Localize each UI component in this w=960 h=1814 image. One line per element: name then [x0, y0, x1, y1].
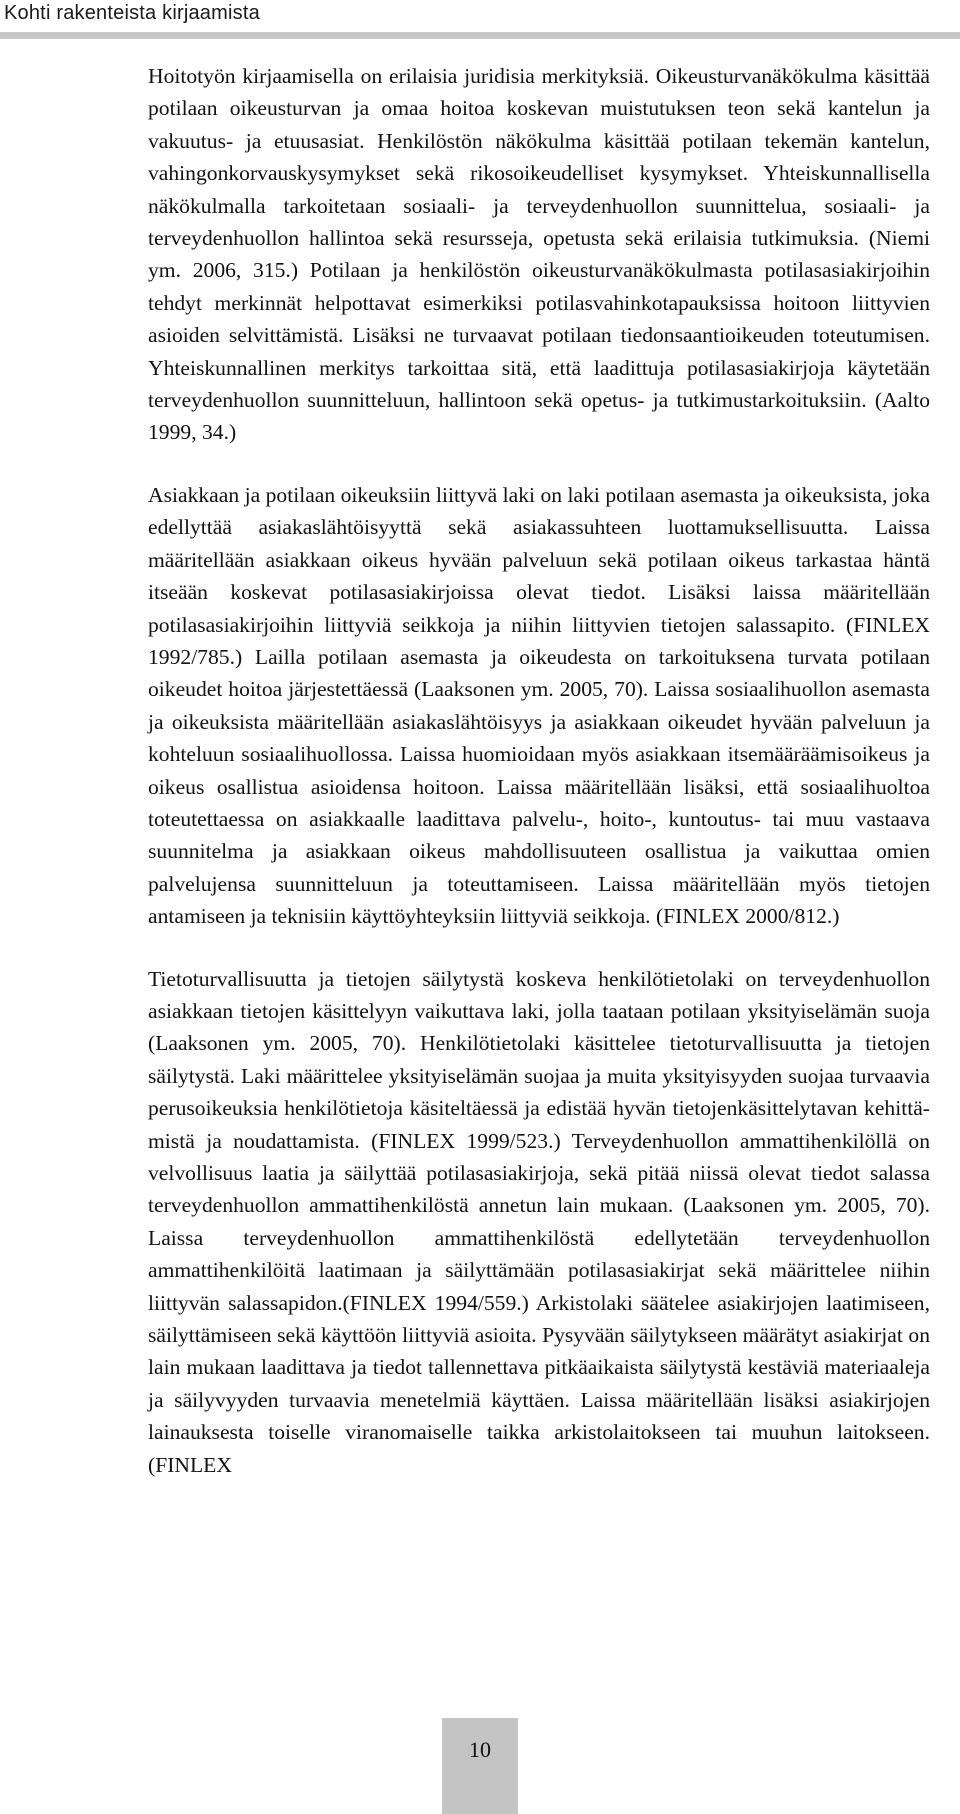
document-running-title: Kohti rakenteista kirjaamista — [4, 2, 260, 24]
running-header — [0, 0, 960, 30]
paragraph-legal-significance: Hoitotyön kirjaamisella on erilaisia juridisia merkityksiä. Oikeusturvanäkökulma käsittää potilaan oikeusturvan ja omaa hoitoa koskevan muistutuksen teon sekä kantelun ja vakuutus- ja etuusasiat. Henkilöstön näkökulma käsittää potilaan tekemän kantelun, vahingonkorvauskysymykset sekä rikosoikeudelliset kysymykset. Yhteiskunnallisella näkökulmalla tarkoitetaan sosiaali- ja terveydenhuollon suunnittelua, sosiaali- ja terveydenhuollon hallintoa sekä resursseja, opetusta sekä erilaisia tutkimuksia. (Niemi ym. 2006, 315.) Potilaan ja henkilöstön oikeusturvanäkökulmasta potilasasiakirjoihin tehdyt merkinnät helpottavat esimerkiksi potilasvahinkotapauksissa hoitoon liittyvien asioiden selvittämistä. Lisäksi ne turvaavat potilaan tiedonsaantioikeuden toteutumisen. Yhteiskunnallinen merkitys tarkoittaa sitä, että laadittuja potilasasiakirjoja käytetään terveydenhuollon suunnitteluun, hallintoon sekä opetus- ja tutkimustarkoituksiin. (Aalto 1999, 34.) — [148, 64, 930, 445]
paragraph-data-protection-law: Tietoturvallisuutta ja tietojen säilytystä koskeva henkilötietolaki on terveydenhuollon asiakkaan tietojen käsittelyyn vaikuttava laki, jolla taataan potilaan yksityiselämän suoja (Laaksonen ym. 2005, 70). Henkilötietolaki käsittelee tietoturvallisuutta ja tietojen säilytystä. Laki määrittelee yksityiselämän suojaa ja muita yksityisyyden suojaa turvaavia perusoikeuksia henkilötietoja käsiteltäessä ja edistää hyvän tietojenkäsittelytavan kehittämistä ja noudattamista. (FINLEX 1999/523.) Terveydenhuollon ammattihenkilöllä on velvollisuus laatia ja säilyttää potilasasiakirjoja, sekä pitää niissä olevat tiedot salassa terveydenhuollon ammattihenkilöstä annetun lain mukaan. (Laaksonen ym. 2005, 70). Laissa terveydenhuollon ammattihenkilöstä edellytetään terveydenhuollon ammattihenkilöitä laatimaan ja säilyttämään potilasasiakirjat sekä määrittelee niihin liittyvän salassapidon.(FINLEX 1994/559.) Arkistolaki säätelee asiakirjojen laatimiseen, säilyttämiseen sekä käyttöön liittyviä asioita. Pysyvään säilytykseen määrätyt asiakirjat on lain mukaan laadittava ja tiedot tallennettava pitkäaikaista säilytystä kestäviä materiaaleja ja säilyvyyden turvaavia menetelmiä käyttäen. Laissa määritellään lisäksi asiakirjojen lainauksesta toiselle viranomaiselle taikka arkistolaitokseen tai muuhun laitokseen. (FINLEX — [148, 966, 930, 1477]
page-body — [148, 60, 930, 1481]
page-number: 10 — [469, 1737, 491, 1762]
header-rule — [0, 32, 960, 39]
page-number-tab — [442, 1718, 518, 1814]
paragraph-patient-rights-law: Asiakkaan ja potilaan oikeuksiin liittyvä laki on laki potilaan asemasta ja oikeuksista, joka edellyttää asiakaslähtöisyyttä sekä asiakassuhteen luottamuksellisuutta. Laissa määritellään asiakkaan oikeus hyvään palveluun sekä potilaan oikeus tarkastaa häntä itseään koskevat potilasasiakirjoissa olevat tiedot. Lisäksi laissa määritellään potilasasiakirjoihin liittyviä seikkoja ja niihin liittyvien tietojen salassapito. (FINLEX 1992/785.) Lailla potilaan asemasta ja oikeudesta on tarkoituksena turvata potilaan oikeudet hoitoa järjestettäessä (Laaksonen ym. 2005, 70). Laissa sosiaalihuollon asemasta ja oikeuksista määritellään asiakaslähtöisyys ja asiakkaan oikeudet hyvään palveluun ja kohteluun sosiaalihuollossa. Laissa huomioidaan myös asiakkaan itsemääräämisoikeus ja oikeus osallistua asioidensa hoitoon. Laissa määritellään lisäksi, että sosiaalihuoltoa toteutettaessa on asiakkaalle laadittava palvelu-, hoito-, kuntoutus- tai muu vastaava suunnitelma ja asiakkaan oikeus mahdollisuuteen osallistua ja vaikuttaa omien palvelujensa suunnitteluun ja toteuttamiseen. Laissa määritellään myös tietojen antamiseen ja teknisiin käyttöyhteyksiin liittyviä seikkoja. (FINLEX 2000/812.) — [148, 482, 930, 929]
